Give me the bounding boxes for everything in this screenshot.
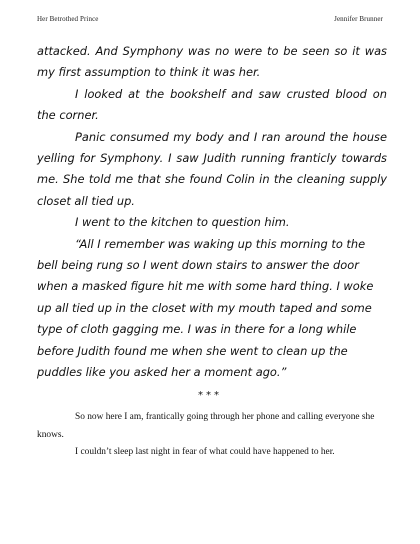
scene-break: *** xyxy=(198,390,222,401)
paragraph: “All I remember was waking up this morning to the bell being rung so I went down stairs to answer the door when a masked figure hit me with some hard thing. I woke up all tied up in the closet with my mouth taped and some type of cloth gagging me. I was in there for a long while before Judith found me when she went to clean up the puddles like you asked her a moment ago.” xyxy=(37,236,374,380)
paragraph: I couldn’t sleep last night in fear of what could have happened to her. xyxy=(75,447,335,458)
running-header-title: Her Betrothed Prince xyxy=(37,15,99,23)
running-header-author: Jennifer Brunner xyxy=(334,15,383,23)
roman-text-block xyxy=(37,409,389,462)
paragraph: I went to the kitchen to question him. xyxy=(75,215,290,230)
paragraph: attacked. And Symphony was no were to be seen so it was my first assumption to think it was her. xyxy=(37,44,387,80)
paragraph: Panic consumed my body and I ran around the house yelling for Symphony. I saw Judith running franticly towards me. She told me that she found Colin in the cleaning supply closet all tied up. xyxy=(37,129,387,208)
italic-text-block xyxy=(37,41,387,384)
paragraph: I looked at the bookshelf and saw crusted blood on the corner. xyxy=(37,86,387,123)
paragraph: So now here I am, frantically going through her phone and calling everyone she knows. xyxy=(37,412,375,440)
